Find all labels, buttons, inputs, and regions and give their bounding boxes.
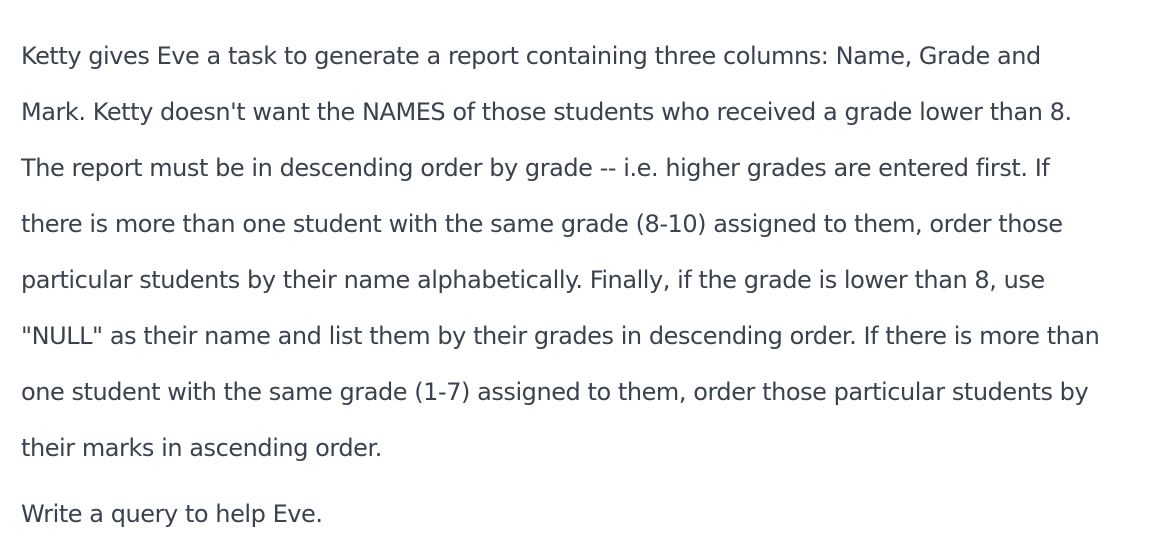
description-line: Ketty gives Eve a task to generate a report containing three columns: Name, Grade and: [21, 42, 1041, 70]
description-line: there is more than one student with the same grade (8-10) assigned to them, order those: [21, 210, 1063, 238]
description-line: their marks in ascending order.: [21, 434, 382, 462]
problem-statement: [21, 28, 1151, 542]
problem-instruction: Write a query to help Eve.: [21, 500, 323, 528]
description-line: Mark. Ketty doesn't want the NAMES of those students who received a grade lower than 8.: [21, 98, 1072, 126]
problem-description: [21, 28, 1151, 476]
description-line: one student with the same grade (1-7) assigned to them, order those particular students by: [21, 378, 1089, 406]
description-line: particular students by their name alphabetically. Finally, if the grade is lower than 8, use: [21, 266, 1045, 294]
description-line: "NULL" as their name and list them by their grades in descending order. If there is more than: [21, 322, 1100, 350]
description-line: The report must be in descending order by grade -- i.e. higher grades are entered first. If: [21, 154, 1050, 182]
